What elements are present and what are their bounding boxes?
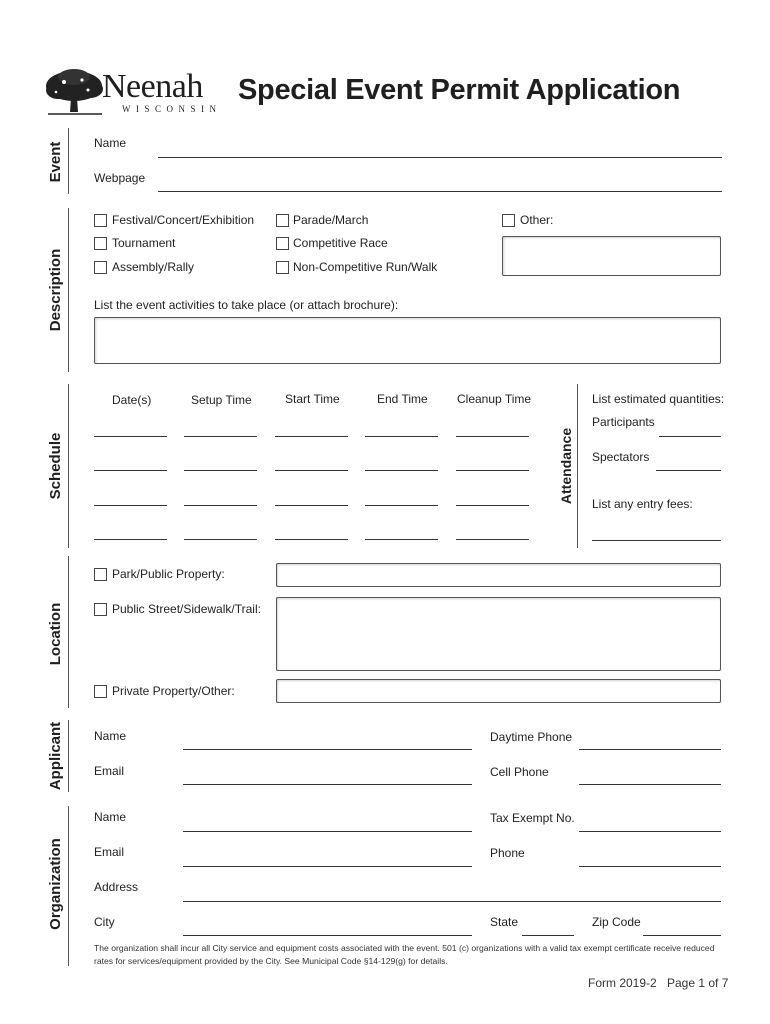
- applicant-name-label: Name: [94, 729, 127, 743]
- schedule-cleanup-field[interactable]: [456, 436, 529, 437]
- org-zip-label: Zip Code: [592, 915, 641, 929]
- applicant-section-separator: [68, 720, 69, 792]
- applicant-email-label: Email: [94, 764, 125, 778]
- park-checkbox[interactable]: [94, 568, 107, 581]
- street-checkbox[interactable]: [94, 603, 107, 616]
- cell-phone-label: Cell Phone: [490, 765, 549, 779]
- schedule-date-field[interactable]: [94, 539, 167, 540]
- schedule-date-field[interactable]: [94, 470, 167, 471]
- description-section-separator: [68, 208, 69, 372]
- estimated-quantities-label: List estimated quantities:: [592, 392, 725, 406]
- schedule-start-field[interactable]: [275, 436, 348, 437]
- schedule-setup-field[interactable]: [184, 436, 257, 437]
- cleanup-time-column-header: Cleanup Time: [457, 392, 532, 406]
- tax-exempt-label: Tax Exempt No.: [490, 811, 575, 825]
- parade-checkbox[interactable]: [276, 214, 289, 227]
- org-email-label: Email: [94, 845, 125, 859]
- participants-field[interactable]: [659, 436, 721, 437]
- schedule-section-separator: [68, 384, 69, 548]
- section-label-event: Event: [47, 141, 64, 183]
- schedule-setup-field[interactable]: [184, 505, 257, 506]
- schedule-start-field[interactable]: [275, 539, 348, 540]
- schedule-setup-field[interactable]: [184, 470, 257, 471]
- cell-phone-field[interactable]: [579, 784, 721, 785]
- schedule-cleanup-field[interactable]: [456, 539, 529, 540]
- org-address-label: Address: [94, 880, 139, 894]
- other-description-input[interactable]: [502, 236, 721, 276]
- schedule-date-field[interactable]: [94, 436, 167, 437]
- org-address-field[interactable]: [183, 901, 721, 902]
- event-name-field[interactable]: [158, 157, 722, 158]
- setup-time-column-header: Setup Time: [191, 393, 252, 407]
- private-input[interactable]: [276, 679, 721, 703]
- park-label: Park/Public Property:: [112, 567, 225, 581]
- org-city-field[interactable]: [183, 935, 472, 936]
- festival-checkbox[interactable]: [94, 214, 107, 227]
- private-label: Private Property/Other:: [112, 684, 235, 698]
- spectators-label: Spectators: [592, 450, 650, 464]
- event-webpage-label: Webpage: [94, 171, 146, 185]
- section-label-location: Location: [47, 602, 64, 666]
- assembly-label: Assembly/Rally: [112, 260, 195, 274]
- schedule-start-field[interactable]: [275, 470, 348, 471]
- dates-column-header: Date(s): [112, 393, 152, 407]
- activities-input[interactable]: [94, 317, 721, 364]
- page-title: Special Event Permit Application: [238, 74, 681, 106]
- location-section-separator: [68, 556, 69, 708]
- festival-label: Festival/Concert/Exhibition: [112, 213, 255, 227]
- applicant-email-field[interactable]: [183, 784, 472, 785]
- org-email-field[interactable]: [183, 866, 472, 867]
- event-name-label: Name: [94, 136, 127, 150]
- activities-label: List the event activities to take place (or attach brochure):: [94, 298, 399, 312]
- org-state-field[interactable]: [522, 935, 574, 936]
- attendance-label: Attendance: [558, 427, 574, 505]
- event-section-separator: [68, 128, 69, 194]
- logo-subtitle: WISCONSIN: [122, 104, 222, 114]
- org-phone-field[interactable]: [579, 866, 721, 867]
- applicant-name-field[interactable]: [183, 749, 472, 750]
- section-label-applicant: Applicant: [47, 721, 64, 791]
- noncompetitive-label: Non-Competitive Run/Walk: [293, 260, 438, 274]
- schedule-cleanup-field[interactable]: [456, 505, 529, 506]
- org-zip-field[interactable]: [643, 935, 721, 936]
- competitive-race-checkbox[interactable]: [276, 237, 289, 250]
- schedule-end-field[interactable]: [365, 505, 438, 506]
- street-label: Public Street/Sidewalk/Trail:: [112, 602, 261, 616]
- schedule-setup-field[interactable]: [184, 539, 257, 540]
- organization-section-separator: [68, 806, 69, 966]
- form-number: Form 2019-2: [588, 976, 657, 990]
- schedule-cleanup-field[interactable]: [456, 470, 529, 471]
- participants-label: Participants: [592, 415, 655, 429]
- competitive-race-label: Competitive Race: [293, 236, 388, 250]
- org-city-label: City: [94, 915, 115, 929]
- parade-label: Parade/March: [293, 213, 369, 227]
- street-input[interactable]: [276, 597, 721, 671]
- entry-fees-label: List any entry fees:: [592, 497, 693, 511]
- assembly-checkbox[interactable]: [94, 261, 107, 274]
- schedule-end-field[interactable]: [365, 436, 438, 437]
- org-state-label: State: [490, 915, 519, 929]
- tree-logo-icon: [44, 68, 106, 116]
- event-webpage-field[interactable]: [158, 191, 722, 192]
- org-name-label: Name: [94, 810, 127, 824]
- daytime-phone-label: Daytime Phone: [490, 730, 573, 744]
- schedule-end-field[interactable]: [365, 539, 438, 540]
- logo-wordmark: Neenah: [102, 68, 203, 105]
- schedule-start-field[interactable]: [275, 505, 348, 506]
- schedule-end-field[interactable]: [365, 470, 438, 471]
- other-label: Other:: [520, 213, 554, 227]
- spectators-field[interactable]: [656, 470, 721, 471]
- private-checkbox[interactable]: [94, 685, 107, 698]
- attendance-separator: [577, 384, 578, 548]
- entry-fees-field[interactable]: [592, 540, 721, 541]
- schedule-date-field[interactable]: [94, 505, 167, 506]
- noncompetitive-checkbox[interactable]: [276, 261, 289, 274]
- park-input[interactable]: [276, 563, 721, 587]
- end-time-column-header: End Time: [377, 392, 428, 406]
- tournament-checkbox[interactable]: [94, 237, 107, 250]
- tax-exempt-field[interactable]: [579, 831, 721, 832]
- section-label-description: Description: [47, 248, 64, 332]
- start-time-column-header: Start Time: [285, 392, 340, 406]
- cost-footnote: The organization shall incur all City service and equipment costs associated with the event. 501 (c) organizations with a valid tax exempt certificate receive reduced rates for services/equipment provided by the City. See Municipal Code §14-129(g) for details.: [94, 943, 715, 966]
- page-number: Page 1 of 7: [667, 976, 729, 990]
- section-label-schedule: Schedule: [47, 432, 64, 500]
- org-phone-label: Phone: [490, 846, 525, 860]
- section-label-organization: Organization: [47, 838, 64, 930]
- tournament-label: Tournament: [112, 236, 176, 250]
- org-name-field[interactable]: [183, 831, 472, 832]
- daytime-phone-field[interactable]: [579, 749, 721, 750]
- other-checkbox[interactable]: [502, 214, 515, 227]
